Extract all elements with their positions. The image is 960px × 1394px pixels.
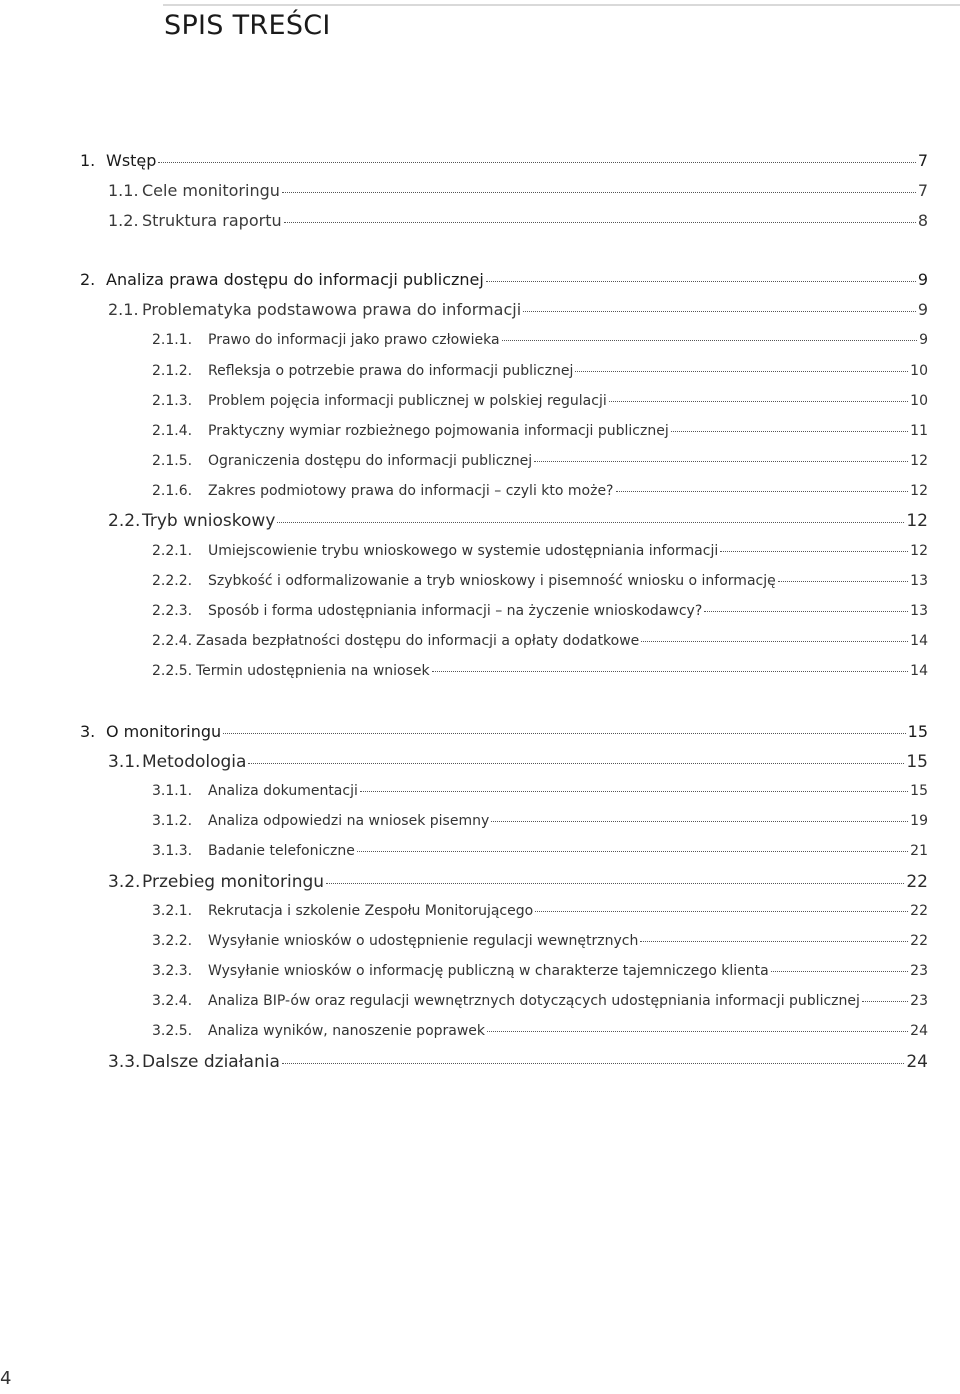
- toc-entry[interactable]: [152, 633, 928, 649]
- dot-leader: [326, 882, 904, 884]
- toc-entry[interactable]: [152, 363, 928, 379]
- toc-entry-title: Zasada bezpłatności dostępu do informacji a opłaty dodatkowe: [196, 633, 640, 649]
- dot-leader: [277, 521, 904, 523]
- toc-entry-page: 12: [910, 453, 928, 469]
- toc-entry-number: 1.1.: [108, 181, 139, 200]
- toc-entry[interactable]: [108, 181, 928, 200]
- toc-entry-title: Praktyczny wymiar rozbieżnego pojmowania informacji publicznej: [208, 423, 669, 439]
- toc-entry-number: 2.1.1.: [152, 332, 193, 348]
- toc-entry-title: Metodologia: [142, 752, 247, 772]
- toc-entry-number: 2.2.5.: [152, 663, 193, 679]
- toc-entry[interactable]: [152, 843, 928, 859]
- toc-entry-title: Dalsze działania: [142, 1052, 280, 1072]
- dot-leader: [487, 1030, 908, 1032]
- toc-entry-page: 15: [910, 783, 928, 799]
- toc-entry-page: 8: [917, 211, 928, 230]
- toc-entry-page: 12: [906, 511, 928, 531]
- toc-entry-page: 22: [910, 933, 928, 949]
- toc-entry-number: 3.1.2.: [152, 813, 193, 829]
- dot-leader: [535, 910, 908, 912]
- toc-entry[interactable]: [152, 813, 928, 829]
- toc-entry-number: 2.1.2.: [152, 363, 193, 379]
- toc-entry-page: 23: [910, 963, 928, 979]
- toc-entry-title: Szybkość i odformalizowanie a tryb wnioskowy i pisemność wniosku o informację: [208, 573, 776, 589]
- toc-entry-page: 7: [917, 181, 928, 200]
- toc-entry-page: 22: [906, 872, 928, 892]
- toc-entry-title: Cele monitoringu: [142, 181, 280, 200]
- dot-leader: [534, 460, 908, 462]
- dot-leader: [671, 430, 908, 432]
- toc-entry-number: 2.1.4.: [152, 423, 193, 439]
- dot-leader: [771, 970, 908, 972]
- toc-entry-number: 2.1.: [108, 300, 139, 319]
- dot-leader: [704, 610, 908, 612]
- toc-entry-title: Rekrutacja i szkolenie Zespołu Monitorującego: [208, 903, 534, 919]
- toc-entry[interactable]: [80, 270, 928, 289]
- toc-entry-title: Ograniczenia dostępu do informacji publicznej: [208, 453, 533, 469]
- dot-leader: [248, 762, 904, 764]
- dot-leader: [640, 940, 908, 942]
- dot-leader: [778, 580, 908, 582]
- toc-entry-number: 3.: [80, 722, 96, 741]
- toc-entry-page: 14: [910, 633, 928, 649]
- dot-leader: [523, 310, 916, 312]
- toc-entry-page: 14: [910, 663, 928, 679]
- toc-entry[interactable]: [152, 483, 928, 499]
- toc-entry-title: O monitoringu: [106, 722, 222, 741]
- toc-entry-number: 3.2.2.: [152, 933, 193, 949]
- toc-entry-number: 3.2.5.: [152, 1023, 193, 1039]
- toc-entry-title: Wysyłanie wniosków o informację publiczną w charakterze tajemniczego klienta: [208, 963, 769, 979]
- toc-entry[interactable]: [80, 151, 928, 170]
- toc-entry-page: 22: [910, 903, 928, 919]
- toc-entry[interactable]: [152, 573, 928, 589]
- toc-entry-page: 15: [906, 752, 928, 772]
- page-title: SPIS TREŚCI: [164, 10, 331, 41]
- toc-entry-number: 3.2.3.: [152, 963, 193, 979]
- toc-entry-page: 12: [910, 543, 928, 559]
- dot-leader: [609, 400, 908, 402]
- dot-leader: [720, 550, 908, 552]
- toc-entry-number: 2.2.3.: [152, 603, 193, 619]
- toc-entry-page: 15: [907, 722, 928, 741]
- toc-entry-page: 19: [910, 813, 928, 829]
- toc-entry-number: 3.3.: [108, 1052, 141, 1072]
- toc-entry-number: 3.2.1.: [152, 903, 193, 919]
- toc-entry-page: 7: [917, 151, 928, 170]
- toc-entry-title: Wstęp: [106, 151, 157, 170]
- toc-entry[interactable]: [108, 211, 928, 230]
- toc-entry[interactable]: [108, 752, 928, 772]
- toc-entry[interactable]: [108, 511, 928, 531]
- toc-entry-title: Analiza dokumentacji: [208, 783, 358, 799]
- toc-entry-title: Termin udostępnienia na wniosek: [196, 663, 430, 679]
- dot-leader: [616, 490, 909, 492]
- dot-leader: [575, 370, 908, 372]
- dot-leader: [502, 339, 918, 341]
- toc-entry[interactable]: [80, 722, 928, 741]
- toc-entry[interactable]: [152, 603, 928, 619]
- dot-leader: [357, 850, 908, 852]
- toc-entry[interactable]: [152, 663, 928, 679]
- toc-entry[interactable]: [108, 872, 928, 892]
- toc-entry-title: Problem pojęcia informacji publicznej w polskiej regulacji: [208, 393, 607, 409]
- toc-entry-number: 1.: [80, 151, 96, 170]
- toc-entry-title: Badanie telefoniczne: [208, 843, 355, 859]
- dot-leader: [486, 280, 916, 282]
- dot-leader: [641, 640, 908, 642]
- toc-entry[interactable]: [152, 543, 928, 559]
- dot-leader: [223, 732, 905, 734]
- toc-entry-number: 3.1.1.: [152, 783, 193, 799]
- toc-entry[interactable]: [152, 423, 928, 439]
- dot-leader: [282, 191, 916, 193]
- toc-entry[interactable]: [152, 1023, 928, 1039]
- toc-entry-title: Sposób i forma udostępniania informacji – na życzenie wnioskodawcy?: [208, 603, 703, 619]
- toc-entry-title: Analiza prawa dostępu do informacji publicznej: [106, 270, 484, 289]
- toc-entry[interactable]: [152, 332, 928, 348]
- toc-entry[interactable]: [108, 300, 928, 319]
- toc-entry-page: 10: [910, 393, 928, 409]
- toc-entry-number: 2.: [80, 270, 96, 289]
- toc-entry[interactable]: [152, 993, 928, 1009]
- toc-entry-page: 24: [910, 1023, 928, 1039]
- toc-entry-title: Refleksja o potrzebie prawa do informacji publicznej: [208, 363, 574, 379]
- toc-entry-number: 2.2.4.: [152, 633, 193, 649]
- toc-entry-page: 24: [906, 1052, 928, 1072]
- toc-entry-number: 3.2.4.: [152, 993, 193, 1009]
- dot-leader: [282, 1062, 904, 1064]
- toc-entry[interactable]: [152, 933, 928, 949]
- toc-entry-page: 9: [917, 270, 928, 289]
- toc-entry-title: Struktura raportu: [142, 211, 282, 230]
- toc-entry-page: 23: [910, 993, 928, 1009]
- dot-leader: [862, 1000, 908, 1002]
- toc-entry[interactable]: [152, 393, 928, 409]
- toc-entry-title: Przebieg monitoringu: [142, 872, 325, 892]
- toc-entry-title: Analiza wyników, nanoszenie poprawek: [208, 1023, 486, 1039]
- toc-entry-page: 11: [910, 423, 928, 439]
- toc-entry-page: 9: [919, 332, 928, 348]
- dot-leader: [360, 790, 908, 792]
- toc-entry-page: 21: [910, 843, 928, 859]
- toc-entry-title: Umiejscowienie trybu wnioskowego w systemie udostępniania informacji: [208, 543, 719, 559]
- dot-leader: [491, 820, 908, 822]
- toc-entry-page: 10: [910, 363, 928, 379]
- toc-entry-page: 9: [917, 300, 928, 319]
- toc-entry[interactable]: [152, 903, 928, 919]
- toc-entry-number: 2.1.5.: [152, 453, 193, 469]
- toc-entry-number: 1.2.: [108, 211, 139, 230]
- toc-entry-page: 13: [910, 603, 928, 619]
- toc-entry-title: Zakres podmiotowy prawa do informacji – czyli kto może?: [208, 483, 614, 499]
- toc-entry-title: Analiza odpowiedzi na wniosek pisemny: [208, 813, 490, 829]
- toc-entry-title: Tryb wnioskowy: [142, 511, 276, 531]
- toc-entry-number: 2.2.2.: [152, 573, 193, 589]
- toc-entry-number: 3.1.3.: [152, 843, 193, 859]
- toc-entry[interactable]: [152, 963, 928, 979]
- dot-leader: [284, 221, 916, 223]
- toc-entry-number: 3.1.: [108, 752, 141, 772]
- dot-leader: [432, 670, 909, 672]
- toc-entry-number: 2.2.1.: [152, 543, 193, 559]
- dot-leader: [158, 161, 915, 163]
- toc-entry-number: 2.1.3.: [152, 393, 193, 409]
- toc-entry-number: 3.2.: [108, 872, 141, 892]
- page-number: 4: [0, 1368, 12, 1389]
- toc-entry[interactable]: [108, 1052, 928, 1072]
- toc-entry-page: 13: [910, 573, 928, 589]
- toc-entry[interactable]: [152, 783, 928, 799]
- toc-entry[interactable]: [152, 453, 928, 469]
- toc-entry-title: Wysyłanie wniosków o udostępnienie regulacji wewnętrznych: [208, 933, 639, 949]
- toc-entry-number: 2.1.6.: [152, 483, 193, 499]
- toc-entry-number: 2.2.: [108, 511, 141, 531]
- toc-entry-page: 12: [910, 483, 928, 499]
- toc-entry-title: Prawo do informacji jako prawo człowieka: [208, 332, 500, 348]
- toc-entry-title: Problematyka podstawowa prawa do informacji: [142, 300, 522, 319]
- toc-entry-title: Analiza BIP-ów oraz regulacji wewnętrznych dotyczących udostępniania informacji publicznej: [208, 993, 860, 1009]
